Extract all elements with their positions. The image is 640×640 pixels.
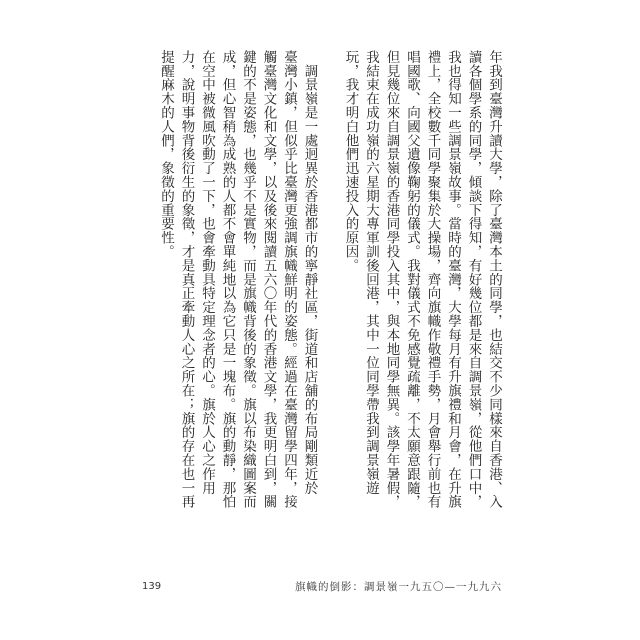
page-number: 139: [142, 581, 162, 592]
text-column: 在空中被微風吹動了一下，也會牽動具特定理念者的心。旗於人心之作用: [199, 50, 215, 495]
text-column: 調景嶺是一處迥異於香港都市的寧靜社區，街道和店舖的布局剛類近於: [301, 50, 318, 495]
text-column: 但見幾位來自調景嶺的香港同學投入其中，與本地同學無異。該學年暑假，: [383, 50, 400, 509]
running-title: 旗幟的倒影：調景嶺一九五〇—一九九六: [295, 581, 502, 593]
text-column: 觸臺灣文化和文學，以及後來閱讀五六〇年代的香港文學，我更明白到，關: [260, 50, 277, 509]
paragraph-break: [322, 50, 336, 570]
text-column: 年我到臺灣升讀大學，除了臺灣本土的同學，也結交不少同樣來自香港、入: [486, 50, 502, 509]
text-column: 讀各個學系的同學，傾談下得知，有好幾位都是來自調景嶺，從他們口中，: [465, 50, 482, 509]
vertical-text-block: [140, 50, 500, 570]
text-column: 我結束在成功嶺的六星期大專軍訓後回港，其中一位同學帶我到調景嶺遊: [363, 50, 379, 495]
text-column: 提醒麻木的人們，象徵的重要性。: [158, 50, 174, 259]
text-column: 臺灣小鎮，但似乎比臺灣更強調旗幟鮮明的姿態。經過在臺灣留學四年，接: [281, 50, 297, 509]
text-column: 玩，我才明白他們迅速投入的原因。: [342, 50, 359, 273]
text-column: 唱國歌、向國父遺像鞠躬的儀式。我對儀式不免感覺疏離，不太願意跟隨，: [404, 50, 420, 509]
text-column: 禮上，全校數千同學聚集於大操場，齊向旗幟作敬禮手勢，月會舉行前也有: [424, 50, 441, 509]
text-column: 力，說明事物背後衍生的象徵，才是真正牽動人心之所在；旗的存在也一再: [178, 50, 195, 509]
text-column: 成，但心智稍為成熟的人都不會單純地以為它只是一塊布。旗的動靜，那怕: [219, 50, 236, 509]
text-column: 我也得知一些調景嶺故事。當時的臺灣，大學每月有升旗禮和月會，在升旗: [445, 50, 461, 509]
text-column: 鍵的不是姿態，也幾乎不是實物，而是旗幟背後的象徵。旗以布染織圖案而: [240, 50, 256, 509]
page-footer: [142, 580, 502, 594]
